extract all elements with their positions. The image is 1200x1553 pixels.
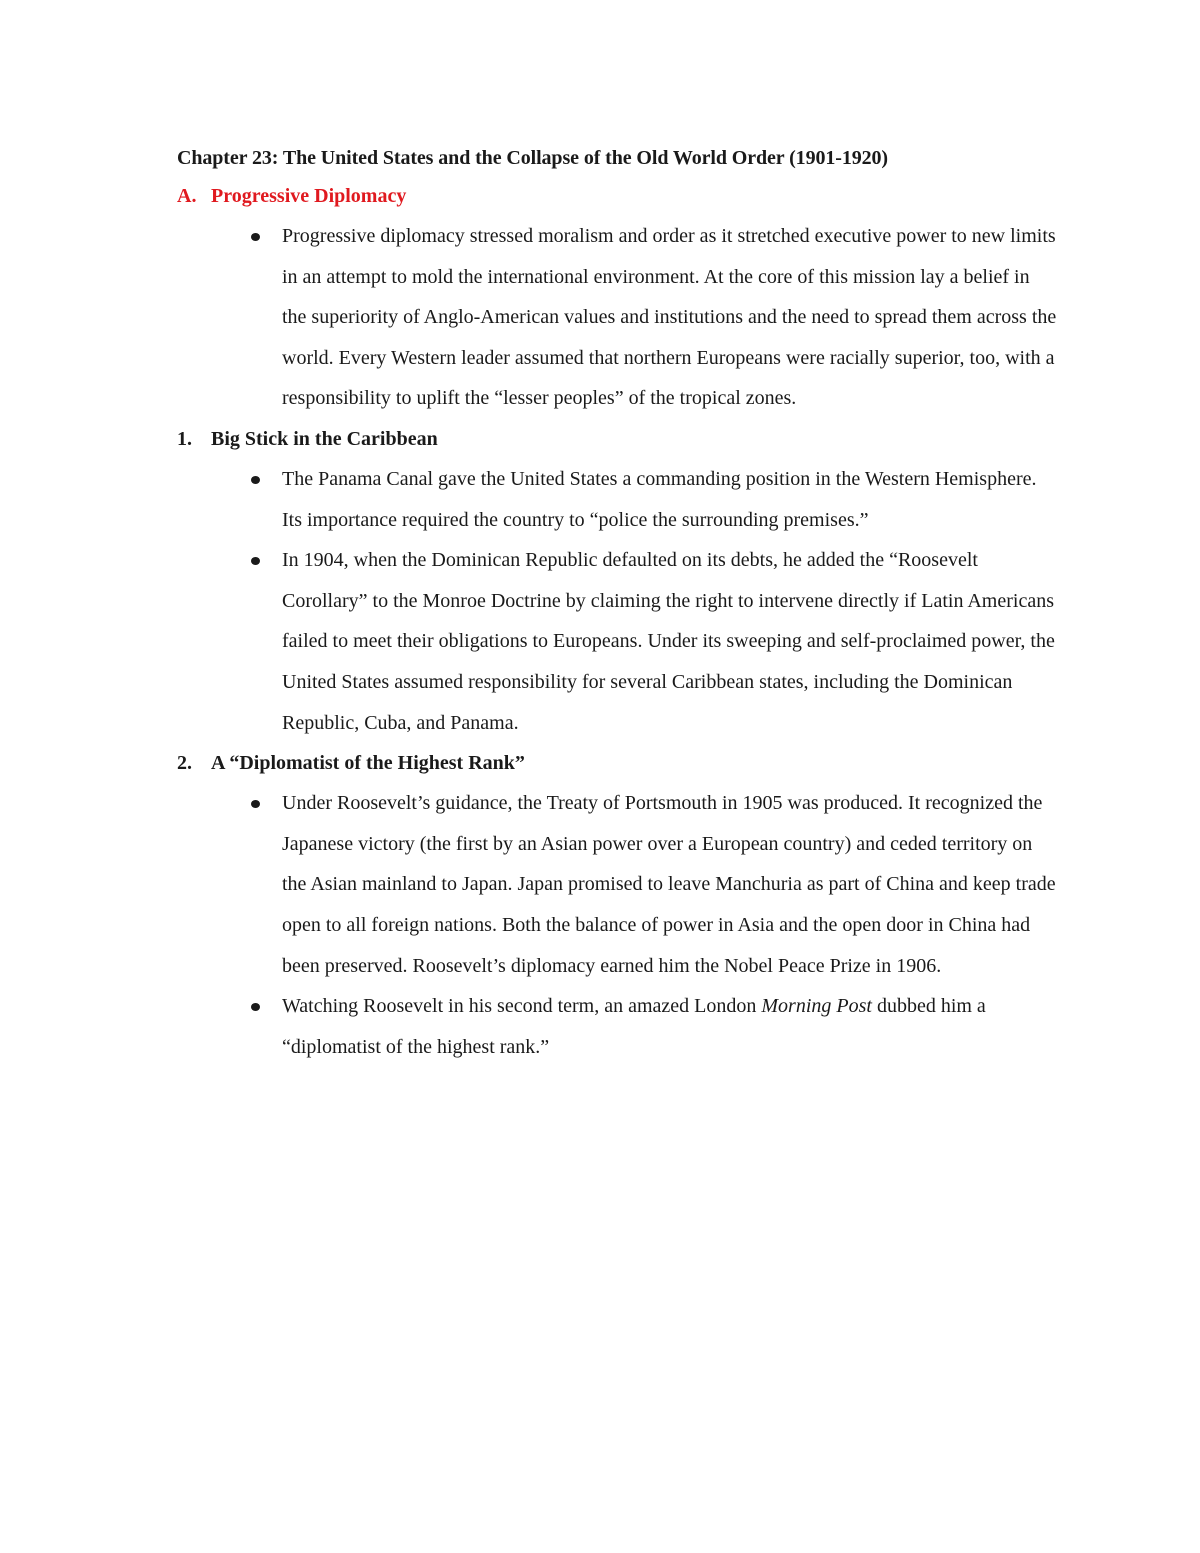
bullet-dot	[251, 1003, 260, 1011]
section-heading-progressive-diplomacy	[177, 176, 1077, 216]
section-heading-big-stick	[177, 419, 1077, 459]
chapter-title: Chapter 23: The United States and the Collapse of the Old World Order (1901-1920)	[177, 147, 888, 169]
bullet-list	[177, 216, 1077, 419]
bullet-dot	[251, 233, 260, 241]
section-heading-text: A “Diplomatist of the Highest Rank”	[211, 752, 525, 775]
list-item	[177, 783, 1057, 986]
list-item	[177, 986, 1057, 1067]
section-marker: 1.	[177, 427, 192, 450]
bullet-list	[177, 459, 1077, 743]
bullet-text-part: Watching Roosevelt in his second term, an amazed London	[282, 995, 762, 1018]
list-item	[177, 459, 1057, 540]
bullet-text: The Panama Canal gave the United States a commanding position in the Western Hemisphere. Its importance required the country to “police the surrounding premises.”	[282, 467, 1037, 531]
section-marker: 2.	[177, 752, 192, 775]
list-item	[177, 540, 1057, 743]
bullet-dot	[251, 800, 260, 808]
bullet-text	[282, 986, 1057, 1067]
section-heading-diplomatist	[177, 743, 1077, 783]
section-heading-text: Progressive Diplomacy	[211, 185, 407, 207]
list-item	[177, 216, 1057, 419]
bullet-text: In 1904, when the Dominican Republic defaulted on its debts, he added the “Roosevelt Corollary” to the Monroe Doctrine by claiming the right to intervene directly if Latin Americans failed to meet their obligations to Europeans. Under its sweeping and self-proclaimed power, the United States assumed responsibility for several Caribbean states, including the Dominican Republic, Cuba, and Panama.	[282, 549, 1055, 734]
newspaper-title: Morning Post	[761, 995, 872, 1018]
bullet-text: Progressive diplomacy stressed moralism and order as it stretched executive power to new limits in an attempt to mold the international environment. At the core of this mission lay a belief in the superiority of Anglo-American values and institutions and the need to spread them across the world. Every Western leader assumed that northern Europeans were racially superior, too, with a responsibility to uplift the “lesser peoples” of the tropical zones.	[282, 225, 1057, 410]
section-heading-text: Big Stick in the Caribbean	[211, 427, 438, 450]
section-marker: A.	[177, 185, 197, 207]
bullet-text-part: dubbed him a “diplomatist of the highest rank.”	[282, 995, 986, 1058]
bullet-list	[177, 783, 1077, 1067]
bullet-dot	[251, 557, 260, 565]
document-page	[177, 140, 1077, 1067]
bullet-dot	[251, 476, 260, 484]
bullet-text: Under Roosevelt’s guidance, the Treaty of Portsmouth in 1905 was produced. It recognized the Japanese victory (the first by an Asian power over a European country) and ceded territory on the Asian mainland to Japan. Japan promised to leave Manchuria as part of China and keep trade open to all foreign nations. Both the balance of power in Asia and the open door in China had been preserved. Roosevelt’s diplomacy earned him the Nobel Peace Prize in 1906.	[282, 792, 1056, 977]
